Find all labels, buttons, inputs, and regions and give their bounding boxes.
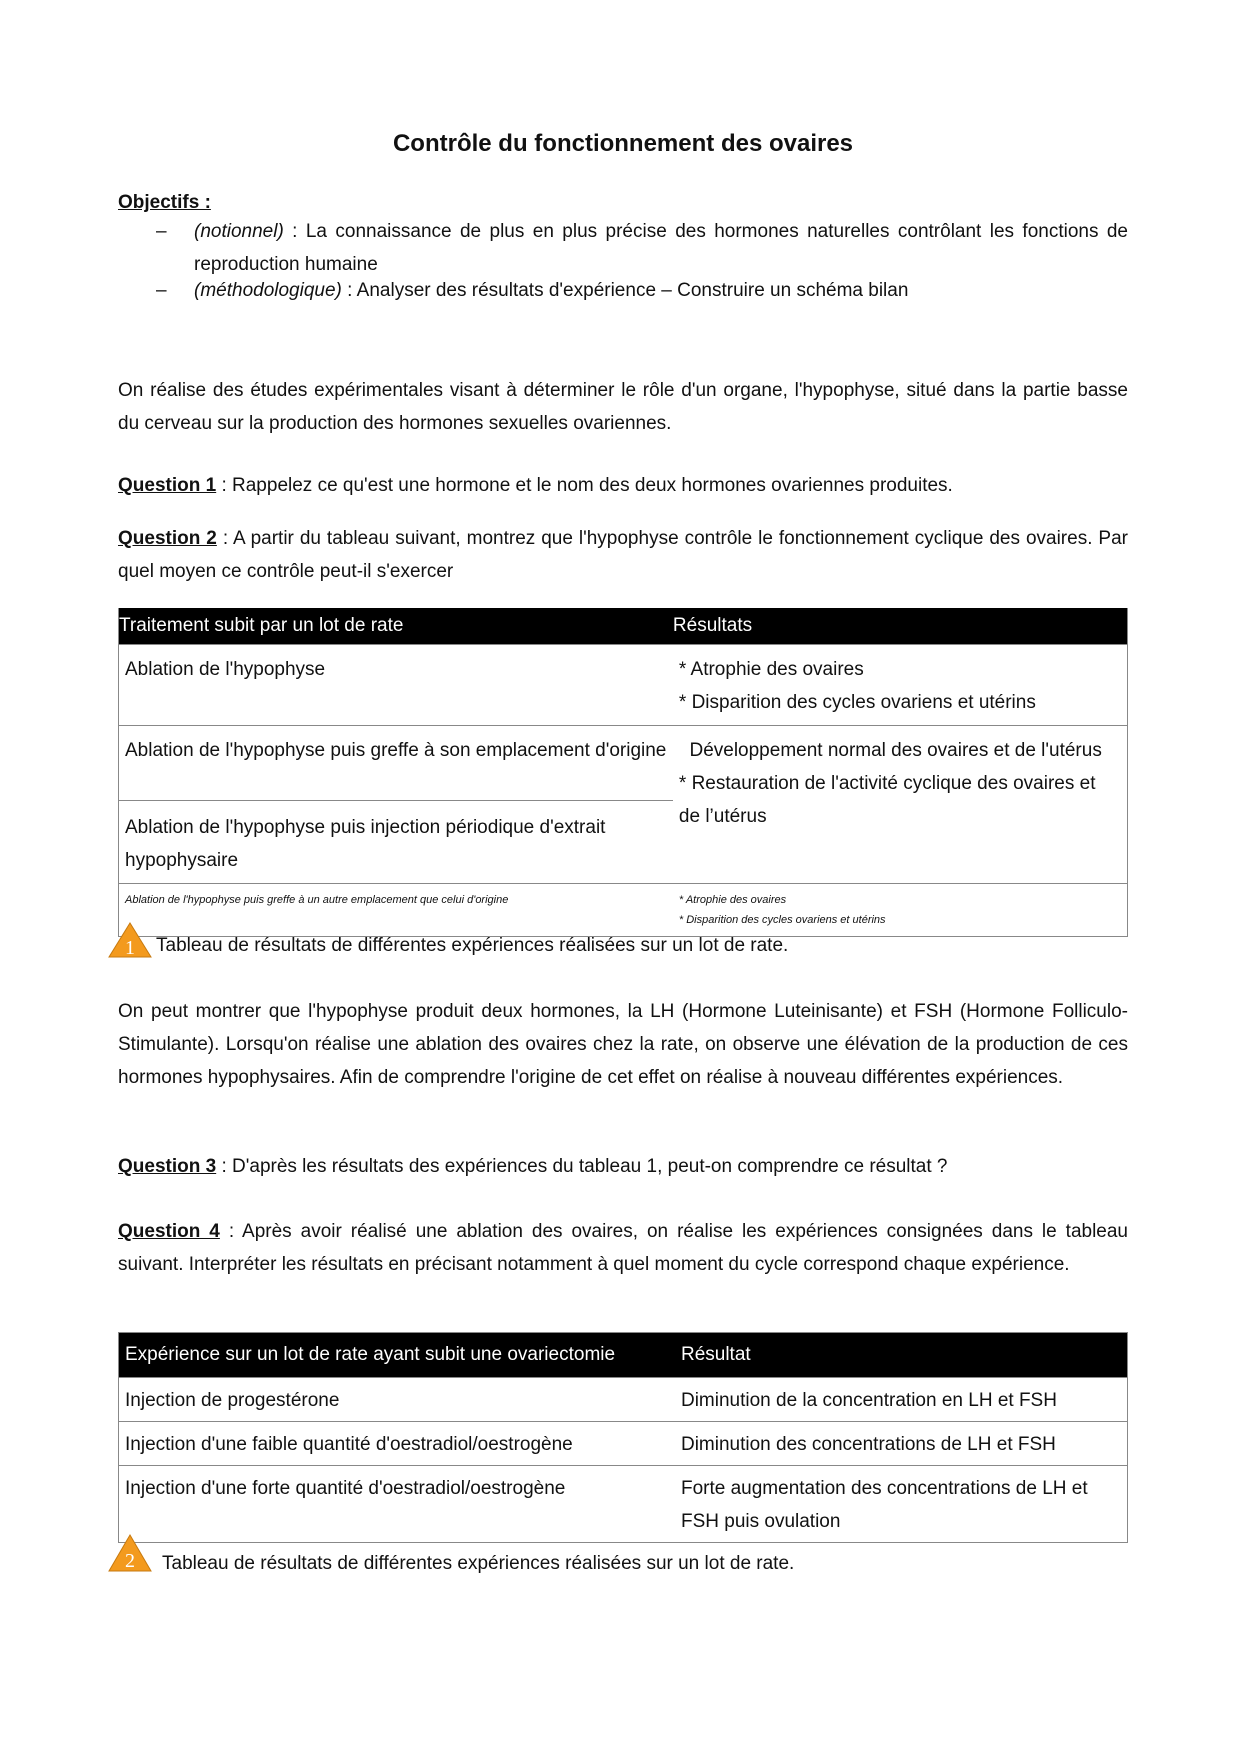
question-2: Question 2 : A partir du tableau suivant, montrez que l'hypophyse contrôle le fonctionnement cyclique des ovaires. Par quel moyen ce contrôle peut-il s'exercer	[118, 528, 1128, 582]
table-header-row	[119, 1333, 1128, 1378]
paragraph-hormones: On peut montrer que l'hypophyse produit deux hormones, la LH (Hormone Luteinisante) et FSH (Hormone Folliculo-Stimulante). Lorsqu'on réalise une ablation des ovaires chez la rate, on observe une élévation de la production de ces hormones hypophysaires. Afin de comprendre l'origine de cet effet on réalise à nouveau différentes expériences.	[118, 1001, 1128, 1088]
table-2-caption: Tableau de résultats de différentes expériences réalisées sur un lot de rate.	[162, 1553, 795, 1574]
column-header: Expérience sur un lot de rate ayant subit une ovariectomie	[119, 1333, 675, 1378]
question-1: Question 1 : Rappelez ce qu'est une hormone et le nom des deux hormones ovariennes produites.	[118, 475, 953, 496]
question-3: Question 3 : D'après les résultats des expériences du tableau 1, peut-on comprendre ce résultat ?	[118, 1156, 948, 1177]
column-header: Traitement subit par un lot de rate	[119, 608, 673, 645]
objectif-label: (méthodologique)	[194, 280, 342, 301]
experiment-cell: Injection d'une forte quantité d'oestradiol/oestrogène	[119, 1466, 675, 1543]
table-1-caption: Tableau de résultats de différentes expériences réalisées sur un lot de rate.	[156, 935, 789, 956]
table-row	[119, 645, 1128, 726]
page-title: Contrôle du fonctionnement des ovaires	[392, 130, 854, 157]
table-row	[119, 1466, 1128, 1543]
experiment-cell: Injection de progestérone	[119, 1378, 675, 1422]
table-number-badge: 2	[125, 1550, 135, 1572]
treatment-cell: Ablation de l'hypophyse puis injection périodique d'extrait hypophysaire	[119, 801, 673, 884]
table-row	[119, 884, 1128, 937]
result-cell: Forte augmentation des concentrations de LH et FSH puis ovulation	[675, 1466, 1128, 1543]
table-number-badge: 1	[125, 937, 135, 958]
table-row	[119, 726, 1128, 801]
results-table-2	[118, 1332, 1128, 1543]
table-row	[119, 1378, 1128, 1422]
table-row	[119, 1422, 1128, 1466]
results-cell: Développement normal des ovaires et de l'utérus * Restauration de l'activité cyclique des ovaires et de l’utérus	[673, 726, 1128, 884]
results-cell: * Atrophie des ovaires * Disparition des cycles ovariens et utérins	[673, 884, 1128, 937]
objectifs-heading: Objectifs :	[118, 192, 211, 213]
results-table-1	[118, 608, 1128, 937]
result-cell: Diminution des concentrations de LH et FSH	[675, 1422, 1128, 1466]
treatment-cell: Ablation de l'hypophyse puis greffe à un autre emplacement que celui d'origine	[119, 884, 673, 937]
treatment-cell: Ablation de l'hypophyse puis greffe à son emplacement d'origine	[119, 726, 673, 801]
objectif-text: : Analyser des résultats d'expérience – Construire un schéma bilan	[341, 280, 909, 301]
column-header: Résultats	[673, 608, 1128, 645]
objectif-item-notionnel	[118, 215, 1128, 281]
results-cell: * Atrophie des ovaires * Disparition des cycles ovariens et utérins	[673, 645, 1128, 726]
table-header-row	[119, 608, 1128, 645]
result-cell: Diminution de la concentration en LH et FSH	[675, 1378, 1128, 1422]
intro-paragraph: On réalise des études expérimentales visant à déterminer le rôle d'un organe, l'hypophyse, situé dans la partie basse du cerveau sur la production des hormones sexuelles ovariennes.	[118, 380, 1128, 434]
treatment-cell: Ablation de l'hypophyse	[119, 645, 673, 726]
objectif-label: (notionnel)	[194, 221, 284, 242]
dash-bullet: –	[156, 221, 167, 242]
dash-bullet: –	[156, 280, 167, 301]
question-4: Question 4 : Après avoir réalisé une ablation des ovaires, on réalise les expériences consignées dans le tableau suivant. Interpréter les résultats en précisant notamment à quel moment du cycle correspond chaque expérience.	[118, 1221, 1128, 1275]
objectif-text: : La connaissance de plus en plus précise des hormones naturelles contrôlant les fonctions de reproduction humaine	[194, 221, 1128, 275]
experiment-cell: Injection d'une faible quantité d'oestradiol/oestrogène	[119, 1422, 675, 1466]
column-header: Résultat	[675, 1333, 1128, 1378]
